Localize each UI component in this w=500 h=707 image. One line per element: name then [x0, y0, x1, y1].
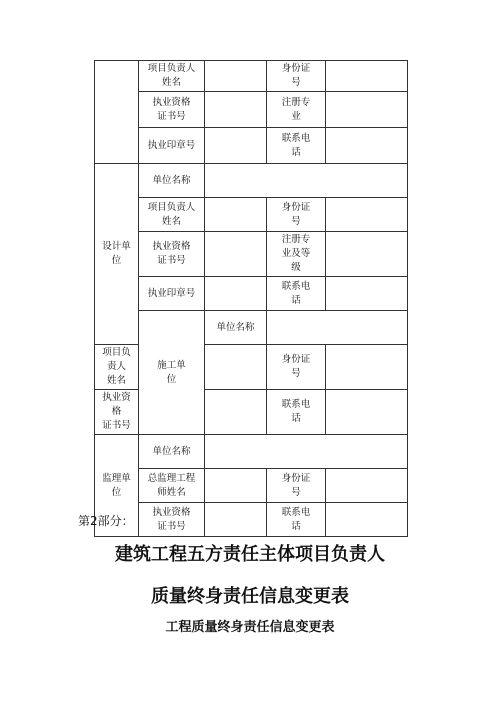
- value-pm-name[interactable]: [205, 61, 267, 92]
- value-cert-no[interactable]: [205, 390, 267, 435]
- label-phone: 联系电 话: [267, 390, 326, 435]
- label-pm-name: 项目负责人 姓名: [139, 61, 205, 92]
- part-label: 第2部分：: [78, 514, 134, 528]
- label-id-no: 身份证 号: [267, 345, 326, 390]
- value-id-no[interactable]: [326, 61, 408, 92]
- value-cert-no[interactable]: [205, 232, 267, 277]
- value-unit-name[interactable]: [267, 311, 408, 345]
- label-pm-name: 项目负责人 姓名: [139, 198, 205, 232]
- label-cert-no: 执业资格 证书号: [139, 232, 205, 277]
- value-cert-no[interactable]: [205, 503, 267, 537]
- value-seal-no[interactable]: [205, 277, 267, 311]
- section-label-top: [95, 61, 139, 164]
- value-id-no[interactable]: [326, 198, 408, 232]
- label-seal-no: 执业印章号: [139, 128, 205, 164]
- label-pm-name: 项目负责人 姓名: [95, 345, 139, 390]
- label-id-no: 身份证 号: [267, 198, 326, 232]
- section-label-construction: 施工单 位: [139, 311, 205, 435]
- label-cert-no: 执业资格 证书号: [95, 390, 139, 435]
- value-phone[interactable]: [326, 128, 408, 164]
- label-id-no: 身份证 号: [267, 61, 326, 92]
- value-pm-name[interactable]: [205, 345, 267, 390]
- value-unit-name[interactable]: [205, 435, 408, 469]
- label-unit-name: 单位名称: [139, 164, 205, 198]
- value-phone[interactable]: [326, 277, 408, 311]
- value-chief-supervisor-name[interactable]: [205, 469, 267, 503]
- label-phone: 联系电 话: [267, 128, 326, 164]
- page-title-line-2: 质量终身责任信息变更表: [151, 586, 349, 607]
- page-title-line-1: 建筑工程五方责任主体项目负责人: [115, 544, 385, 565]
- value-cert-no[interactable]: [205, 92, 267, 128]
- label-reg-major-level: 注册专 业及等 级: [267, 232, 326, 277]
- value-reg-major-level[interactable]: [326, 232, 408, 277]
- label-unit-name: 单位名称: [139, 435, 205, 469]
- value-seal-no[interactable]: [205, 128, 267, 164]
- label-phone: 联系电 话: [267, 503, 326, 537]
- label-reg-major: 注册专 业: [267, 92, 326, 128]
- value-phone[interactable]: [326, 390, 408, 435]
- value-id-no[interactable]: [326, 345, 408, 390]
- value-pm-name[interactable]: [205, 198, 267, 232]
- responsibility-info-table: [94, 60, 408, 537]
- value-reg-major[interactable]: [326, 92, 408, 128]
- page-subtitle: 工程质量终身责任信息变更表: [165, 620, 335, 635]
- label-cert-no: 执业资格 证书号: [139, 92, 205, 128]
- value-unit-name[interactable]: [205, 164, 408, 198]
- label-phone: 联系电 话: [267, 277, 326, 311]
- label-chief-supervisor-name: 总监理工程 师姓名: [139, 469, 205, 503]
- value-phone[interactable]: [326, 503, 408, 537]
- value-id-no[interactable]: [326, 469, 408, 503]
- label-id-no: 身份证 号: [267, 469, 326, 503]
- label-seal-no: 执业印章号: [139, 277, 205, 311]
- section-label-supervision: 监理单 位: [95, 435, 139, 537]
- section-label-design: 设计单 位: [95, 164, 139, 345]
- label-cert-no: 执业资格 证书号: [139, 503, 205, 537]
- label-unit-name: 单位名称: [205, 311, 267, 345]
